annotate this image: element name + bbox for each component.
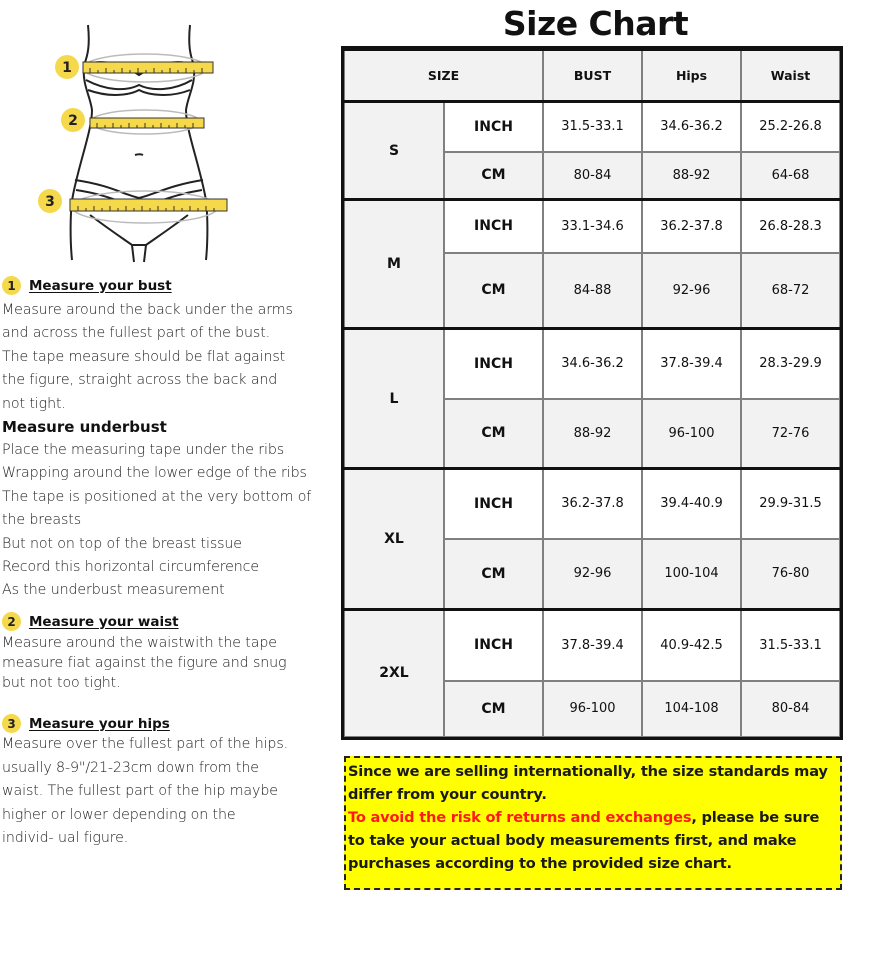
bust-heading: 1 Measure your bust: [2, 276, 311, 295]
bust-value: 96-100: [543, 681, 642, 737]
notice-warning-highlight: To avoid the risk of returns and exchanges: [348, 809, 692, 826]
unit-label: INCH: [444, 329, 543, 399]
body-measurement-illustration: [20, 10, 240, 265]
hips-value: 92-96: [642, 253, 741, 329]
bust-value: 80-84: [543, 152, 642, 200]
bust-instructions: Measure around the back under the arms and across the fullest part of the bust. The tape measure should be flat against the figure, straight across the back and not tight. Measure underbust Place the measuring tape under the ribs Wrapping around the lower edge of the ribs The tape is positioned at the very bottom of the breasts But not on top of the breast tissue Record this horizontal circumference As the underbust measurement: [2, 302, 312, 599]
hips-value: 88-92: [642, 152, 741, 200]
hips-value: 100-104: [642, 539, 741, 610]
bust-value: 88-92: [543, 399, 642, 469]
hips-instructions: Measure over the fullest part of the hips. usually 8-9"/21-23cm down from the waist. The fullest part of the hip maybe higher or lower depending on the individ- ual figure.: [2, 736, 289, 846]
unit-label: INCH: [444, 469, 543, 539]
hips-value: 39.4-40.9: [642, 469, 741, 539]
size-label: 2XL: [344, 610, 444, 737]
underbust-heading: Measure underbust: [2, 418, 167, 437]
unit-label: INCH: [444, 610, 543, 681]
waist-heading: 2 Measure your waist: [2, 612, 286, 631]
number-badge-1: 1: [2, 276, 21, 295]
bust-value: 33.1-34.6: [543, 200, 642, 253]
number-badge-2: 2: [2, 612, 21, 631]
marker-1: 1: [62, 60, 72, 76]
hips-value: 96-100: [642, 399, 741, 469]
table-header-row: [344, 50, 840, 102]
hips-value: 34.6-36.2: [642, 102, 741, 152]
bust-value: 92-96: [543, 539, 642, 610]
waist-instructions: Measure around the waistwith the tape measure fiat against the figure and snug but not too tight.: [2, 635, 287, 691]
header-waist: Waist: [741, 50, 840, 102]
header-bust: BUST: [543, 50, 642, 102]
unit-label: CM: [444, 539, 543, 610]
header-size: SIZE: [344, 50, 543, 102]
unit-label: CM: [444, 681, 543, 737]
waist-value: 80-84: [741, 681, 840, 737]
waist-value: 28.3-29.9: [741, 329, 840, 399]
unit-label: CM: [444, 152, 543, 200]
bust-value: 31.5-33.1: [543, 102, 642, 152]
hips-value: 36.2-37.8: [642, 200, 741, 253]
bust-value: 34.6-36.2: [543, 329, 642, 399]
waist-value: 29.9-31.5: [741, 469, 840, 539]
waist-value: 76-80: [741, 539, 840, 610]
hips-value: 37.8-39.4: [642, 329, 741, 399]
bust-value: 36.2-37.8: [543, 469, 642, 539]
table-row: [344, 102, 840, 152]
page-title: Size Chart: [502, 4, 689, 43]
sizing-notice: [344, 756, 842, 890]
unit-label: INCH: [444, 200, 543, 253]
table-row: [344, 329, 840, 399]
waist-value: 25.2-26.8: [741, 102, 840, 152]
marker-2: 2: [68, 113, 78, 129]
waist-value: 26.8-28.3: [741, 200, 840, 253]
table-row: [344, 469, 840, 539]
notice-intro: Since we are selling internationally, the size standards may differ from your country.: [348, 763, 828, 803]
unit-label: CM: [444, 399, 543, 469]
size-chart-table: [343, 48, 841, 738]
waist-value: 31.5-33.1: [741, 610, 840, 681]
waist-value: 68-72: [741, 253, 840, 329]
waist-section: [2, 612, 286, 693]
size-label: L: [344, 329, 444, 469]
number-badge-3: 3: [2, 714, 21, 733]
waist-value: 64-68: [741, 152, 840, 200]
waist-value: 72-76: [741, 399, 840, 469]
bust-section: [2, 276, 311, 603]
header-hips: Hips: [642, 50, 741, 102]
unit-label: CM: [444, 253, 543, 329]
marker-3: 3: [45, 194, 55, 210]
table-row: [344, 200, 840, 253]
table-row: [344, 610, 840, 681]
hips-heading: 3 Measure your hips: [2, 714, 288, 733]
hips-section: [2, 714, 288, 851]
unit-label: INCH: [444, 102, 543, 152]
hips-value: 40.9-42.5: [642, 610, 741, 681]
bust-value: 84-88: [543, 253, 642, 329]
hips-value: 104-108: [642, 681, 741, 737]
size-label: S: [344, 102, 444, 200]
size-label: M: [344, 200, 444, 329]
size-label: XL: [344, 469, 444, 610]
notice-instruction: , please be sure to take your actual body measurements first, and make purchases according to the provided size chart.: [348, 809, 820, 872]
bust-value: 37.8-39.4: [543, 610, 642, 681]
